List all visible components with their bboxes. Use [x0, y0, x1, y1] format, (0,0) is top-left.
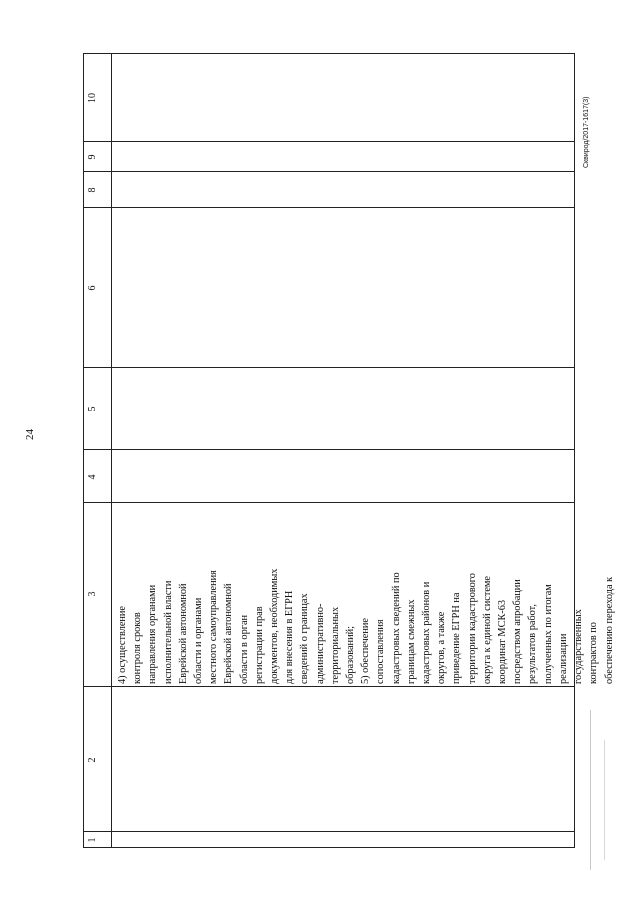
document-stamp: Сквирод/2017-1617(3) — [583, 96, 590, 168]
column-header-1: 1 — [87, 837, 98, 843]
col-divider-6 — [83, 207, 575, 208]
column3-line: сведений о границах — [299, 593, 311, 684]
column3-line: границам смежных — [405, 599, 417, 684]
col-divider-7 — [83, 171, 575, 172]
column3-line: округов, а также — [436, 611, 448, 684]
column3-line: приведение ЕГРН на — [451, 592, 463, 684]
header-row-border — [111, 53, 112, 848]
col-divider-2 — [83, 686, 575, 687]
column-header-3: 3 — [87, 591, 98, 597]
column3-line: области и органами — [193, 597, 205, 684]
column3-line: для внесения в ЕГРН — [284, 590, 296, 684]
column3-line: полученных по итогам — [542, 584, 554, 684]
col-divider-5 — [83, 367, 575, 368]
column3-line: территориальных — [329, 606, 341, 684]
col-divider-4 — [83, 449, 575, 450]
column3-line: административно- — [314, 603, 326, 684]
table-left-border — [83, 847, 575, 848]
col-divider-1 — [83, 831, 575, 832]
column3-line: Еврейской автономной — [177, 583, 189, 684]
column-header-8: 8 — [87, 187, 98, 193]
column3-line: кадастровых сведений по — [390, 572, 402, 684]
column3-line: исполнительной власти — [162, 580, 174, 684]
column-header-10: 10 — [87, 93, 98, 103]
column3-line: 4) осуществление — [117, 606, 128, 684]
column-header-9: 9 — [87, 154, 98, 160]
column3-line: округа к единой системе — [481, 576, 493, 684]
column3-line: контрактов по — [588, 622, 600, 684]
column3-line: результатов работ, — [527, 604, 539, 684]
column3-line: 5) обеспечение — [360, 618, 372, 684]
column3-line: сопоставления — [375, 619, 387, 684]
column3-text — [115, 504, 617, 684]
column3-line: посредством апробации — [512, 579, 524, 684]
column3-line: регистрации прав — [253, 606, 265, 684]
table-top-border — [83, 53, 84, 848]
column3-line: Еврейской автономной — [223, 583, 235, 684]
page-number: 24 — [24, 429, 36, 440]
scan-mark-2 — [604, 740, 605, 860]
column3-line: кадастровых районов и — [421, 581, 433, 684]
column3-line: координат МСК-63 — [497, 599, 509, 684]
column-header-4: 4 — [87, 474, 98, 480]
column3-line: образований; — [345, 626, 357, 684]
scan-mark-1 — [590, 710, 591, 870]
column3-line: документов, необходимых — [269, 568, 281, 684]
column3-line: реализации — [557, 633, 569, 684]
column3-line: области в орган — [238, 614, 250, 684]
table-bottom-border — [574, 53, 575, 848]
column-header-6: 6 — [87, 285, 98, 291]
column3-line: местного самоуправления — [208, 570, 220, 684]
col-divider-8 — [83, 141, 575, 142]
table-right-border — [83, 53, 575, 54]
column3-line: обеспечению перехода к — [603, 576, 615, 684]
column-header-2: 2 — [87, 757, 98, 763]
column3-line: государственных — [573, 609, 585, 684]
column-header-5: 5 — [87, 406, 98, 412]
column3-line: контроля сроков — [132, 612, 144, 684]
column3-line: направления органами — [147, 584, 159, 684]
column3-line: территории кадастрового — [466, 573, 478, 684]
col-divider-3 — [83, 502, 575, 503]
